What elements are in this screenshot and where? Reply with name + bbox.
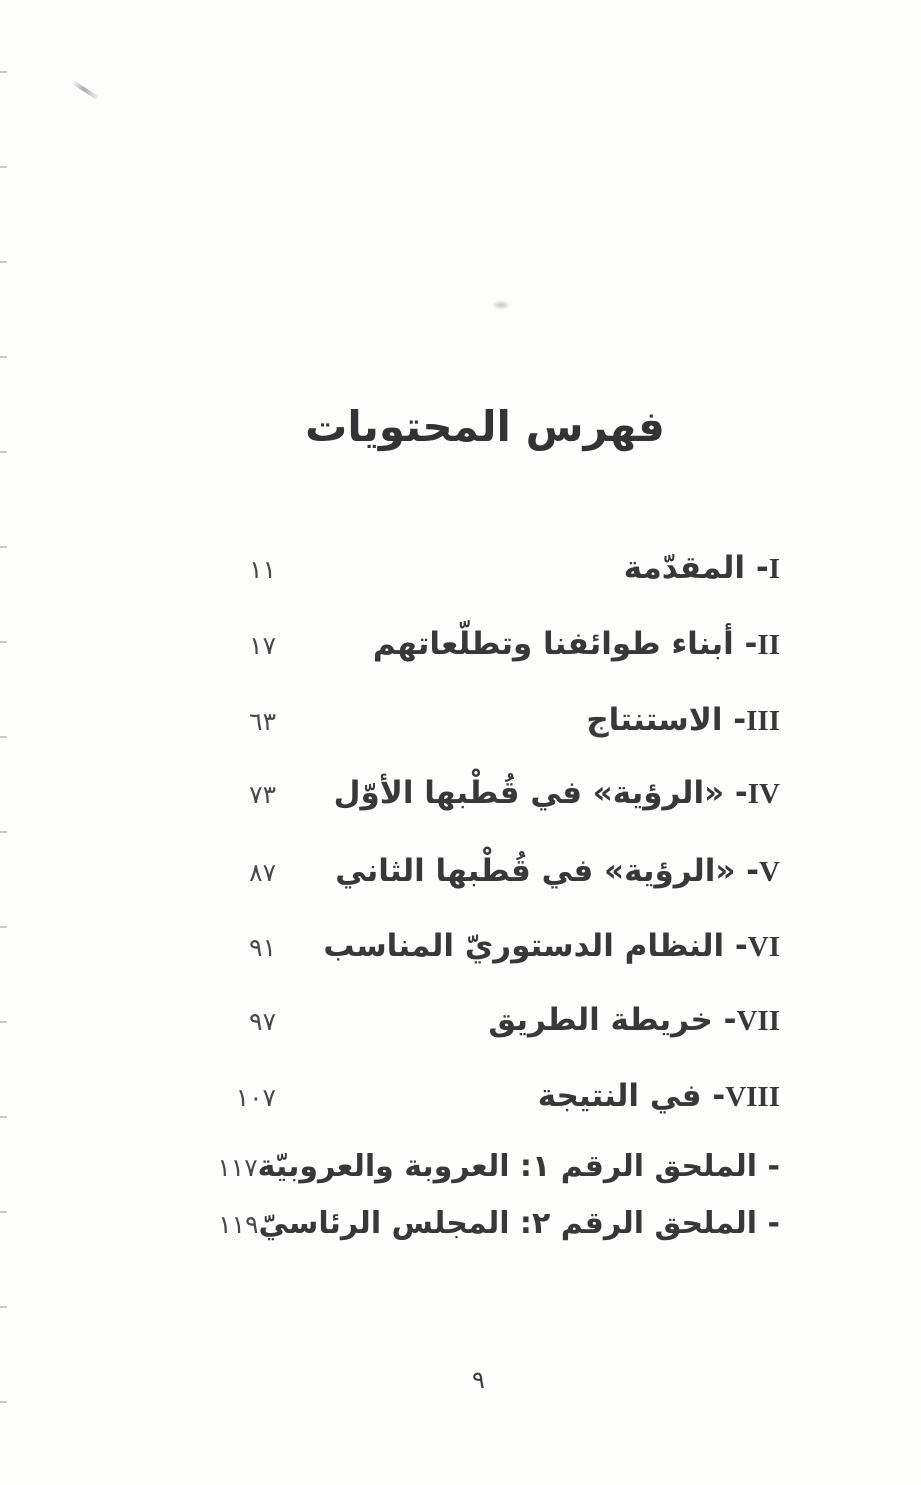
toc-entry-2 — [186, 620, 780, 670]
toc-entry-4-separator: - — [734, 775, 748, 811]
toc-entry-7 — [186, 996, 780, 1046]
toc-entry-7-text: خريطة الطريق — [488, 1002, 713, 1038]
appendix-entry-1-text: الملحق الرقم ١: العروبة والعروبيّة — [257, 1149, 758, 1184]
toc-entry-1-text: المقدّمة — [623, 550, 746, 586]
appendix-entry-2-page-number: ١١٩ — [218, 1210, 259, 1239]
appendix-entry-1 — [186, 1143, 780, 1191]
appendix-entry-2-prefix: - — [767, 1206, 780, 1241]
toc-entry-5-numeral: V — [759, 856, 780, 888]
toc-entry-1-page-number: ١١ — [249, 555, 276, 584]
toc-entry-2-numeral: II — [757, 629, 780, 661]
toc-entry-7-page-number: ٩٧ — [249, 1007, 276, 1036]
toc-entry-4-numeral: IV — [747, 778, 780, 810]
toc-entry-5 — [186, 847, 780, 897]
appendix-entry-2 — [186, 1200, 780, 1248]
toc-entry-7-numeral: VII — [736, 1005, 780, 1037]
toc-entry-2-page-number: ١٧ — [249, 631, 276, 660]
toc-entry-6-page-number: ٩١ — [249, 933, 276, 962]
toc-entry-8-page-number: ١٠٧ — [235, 1083, 276, 1112]
toc-entry-7-title — [488, 996, 780, 1046]
toc-entry-2-separator: - — [744, 626, 758, 662]
toc-entry-5-title — [335, 847, 780, 897]
toc-entry-4-text: «الرؤية» في قُطْبها الأوّل — [333, 775, 725, 811]
page-number: ٩ — [472, 1366, 485, 1394]
toc-entry-6-title — [323, 922, 780, 972]
toc-entry-3 — [186, 696, 780, 746]
toc-entry-3-page-number: ٦٣ — [249, 707, 276, 736]
appendix-entry-1-title — [258, 1143, 780, 1191]
appendix-entry-1-page-number: ١١٧ — [217, 1153, 258, 1182]
smudge-artifact — [492, 300, 510, 310]
toc-entry-8-separator: - — [712, 1078, 726, 1114]
toc-entry-4-title — [334, 769, 780, 819]
toc-entry-5-separator: - — [746, 853, 760, 889]
pen-stroke-artifact — [71, 80, 98, 100]
toc-entry-1 — [186, 544, 780, 594]
toc-entry-4-page-number: ٧٣ — [249, 780, 276, 809]
page-title: فهرس المحتويات — [305, 402, 665, 451]
toc-entry-6-text: النظام الدستوريّ المناسب — [323, 928, 725, 964]
toc-entry-8-numeral: VIII — [725, 1081, 780, 1113]
toc-entry-3-title — [586, 696, 780, 746]
toc-entry-5-page-number: ٨٧ — [249, 858, 276, 887]
toc-entry-7-separator: - — [723, 1002, 737, 1038]
toc-entry-3-separator: - — [733, 702, 747, 738]
toc-entry-1-title — [624, 544, 780, 594]
scan-edge-marks — [0, 71, 7, 1407]
appendix-entry-1-prefix: - — [767, 1149, 780, 1184]
toc-entry-3-text: الاستنتاج — [586, 702, 723, 738]
toc-entry-1-numeral: I — [768, 553, 780, 585]
toc-entry-6 — [186, 922, 780, 972]
toc-entry-5-text: «الرؤية» في قُطْبها الثاني — [335, 853, 736, 889]
appendix-entry-2-title — [259, 1200, 780, 1248]
toc-entry-8-text: في النتيجة — [537, 1078, 702, 1114]
toc-entry-8 — [186, 1072, 780, 1122]
toc-entry-3-numeral: III — [746, 705, 780, 737]
toc-entry-4 — [186, 769, 780, 819]
toc-entry-6-separator: - — [734, 928, 748, 964]
toc-entry-1-separator: - — [755, 550, 769, 586]
toc-entry-2-title — [373, 620, 780, 670]
page-footer — [0, 1366, 921, 1394]
toc-entry-6-numeral: VI — [747, 931, 780, 963]
appendix-entry-2-text: الملحق الرقم ٢: المجلس الرئاسيّ — [258, 1206, 758, 1241]
toc-entry-8-title — [538, 1072, 780, 1122]
toc-entry-2-text: أبناء طوائفنا وتطلّعاتهم — [372, 626, 734, 662]
